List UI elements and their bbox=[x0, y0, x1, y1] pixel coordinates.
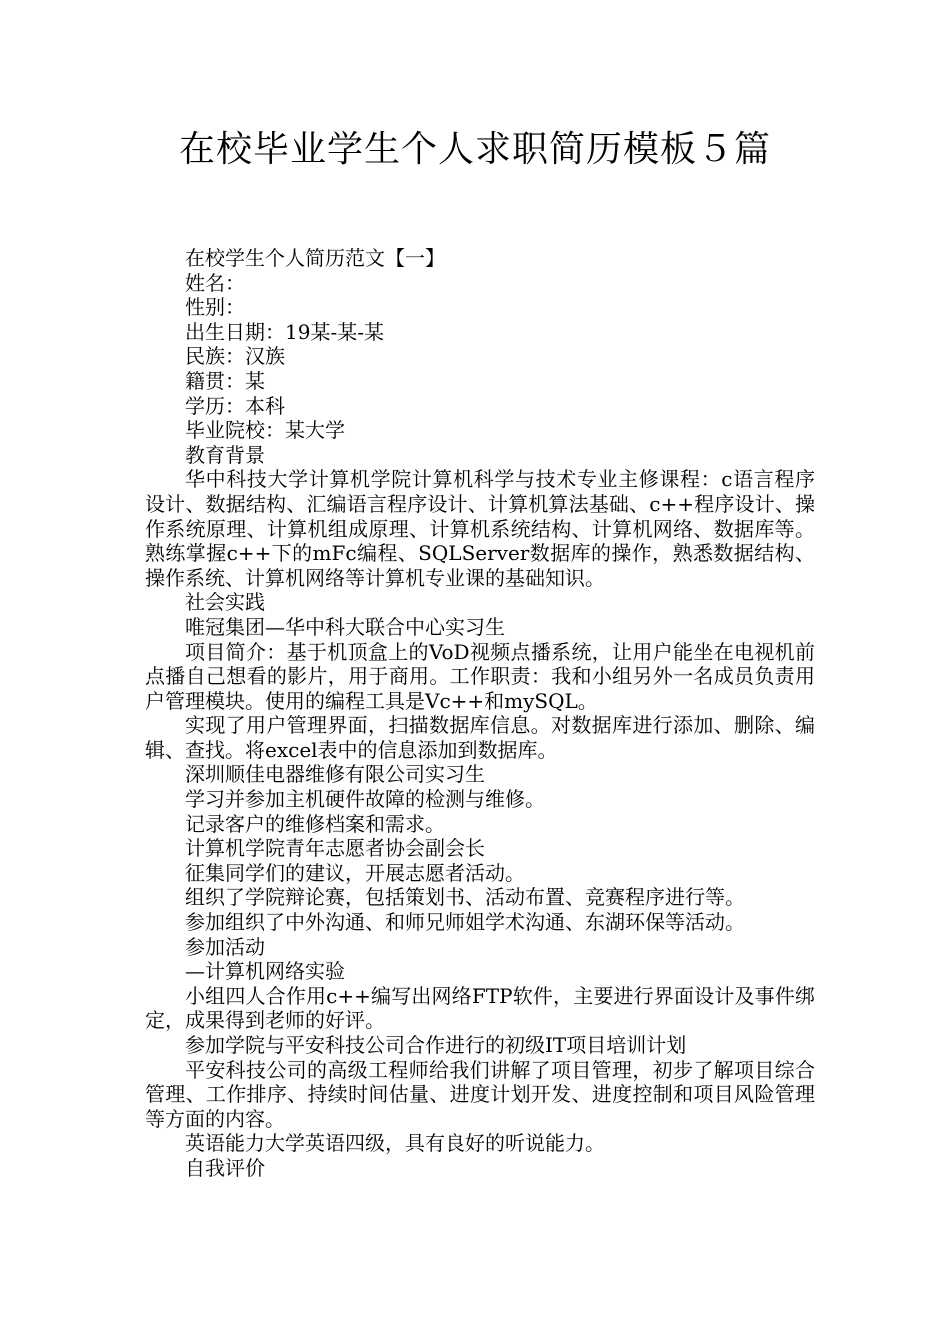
internship-detail: 学习并参加主机硬件故障的检测与维修。 bbox=[185, 787, 545, 812]
english-ability: 英语能力大学英语四级，具有良好的听说能力。 bbox=[185, 1131, 605, 1156]
activity-title: 参加学院与平安科技公司合作进行的初级IT项目培训计划 bbox=[185, 1033, 687, 1057]
internship-title: 深圳顺佳电器维修有限公司实习生 bbox=[185, 762, 485, 787]
volunteer-detail: 参加组织了中外沟通、和师兄师姐学术沟通、东湖环保等活动。 bbox=[185, 910, 745, 935]
section-heading: 在校学生个人简历范文【一】 bbox=[185, 246, 445, 270]
birthdate-field: 出生日期：19某-某-某 bbox=[185, 319, 384, 344]
ethnicity-field: 民族：汉族 bbox=[185, 344, 285, 369]
activity-detail: 平安科技公司的高级工程师给我们讲解了项目管理，初步了解项目综合管理、工作排序、持续时间估量、进度计划开发、进度控制和项目风险管理等方面的内容。 bbox=[145, 1057, 815, 1131]
volunteer-detail: 组织了学院辩论赛，包括策划书、活动布置、竞赛程序进行等。 bbox=[185, 885, 745, 910]
project-detail-paragraph: 实现了用户管理界面，扫描数据库信息。对数据库进行添加、删除、编辑、查找。将excel表中的信息添加到数据库。 bbox=[145, 713, 815, 762]
activities-heading: 参加活动 bbox=[185, 934, 265, 959]
school-field: 毕业院校：某大学 bbox=[185, 418, 345, 443]
education-paragraph: 华中科技大学计算机学院计算机科学与技术专业主修课程：c语言程序设计、数据结构、汇编语言程序设计、计算机算法基础、c++程序设计、操作系统原理、计算机组成原理、计算机系统结构、计算机网络、数据库等。熟练掌握c++下的mFc编程、SQLServer数据库的操作，熟悉数据结构、操作系统、计算机网络等计算机专业课的基础知识。 bbox=[145, 467, 815, 590]
activity-detail: 小组四人合作用c++编写出网络FTP软件，主要进行界面设计及事件绑定，成果得到老师的好评。 bbox=[145, 983, 815, 1033]
document-body bbox=[145, 246, 815, 1181]
name-field: 姓名： bbox=[185, 270, 245, 295]
volunteer-detail: 征集同学们的建议，开展志愿者活动。 bbox=[185, 860, 525, 885]
internship-detail: 记录客户的维修档案和需求。 bbox=[185, 811, 445, 836]
project-paragraph: 项目简介：基于机顶盒上的VoD视频点播系统，让用户能坐在电视机前点播自己想看的影片，用于商用。工作职责：我和小组另外一名成员负责用户管理模块。使用的编程工具是Vc++和mySQL。 bbox=[145, 639, 815, 713]
self-evaluation-heading: 自我评价 bbox=[185, 1155, 265, 1180]
activity-title: —计算机网络实验 bbox=[185, 959, 345, 984]
document-title: 在校毕业学生个人求职简历模板５篇 bbox=[178, 129, 771, 170]
volunteer-title: 计算机学院青年志愿者协会副会长 bbox=[185, 836, 485, 861]
internship-title: 唯冠集团—华中科大联合中心实习生 bbox=[185, 614, 505, 639]
gender-field: 性别： bbox=[185, 295, 245, 320]
education-heading: 教育背景 bbox=[185, 442, 265, 467]
hometown-field: 籍贯：某 bbox=[185, 368, 265, 393]
education-level-field: 学历：本科 bbox=[185, 393, 285, 418]
practice-heading: 社会实践 bbox=[185, 590, 265, 615]
